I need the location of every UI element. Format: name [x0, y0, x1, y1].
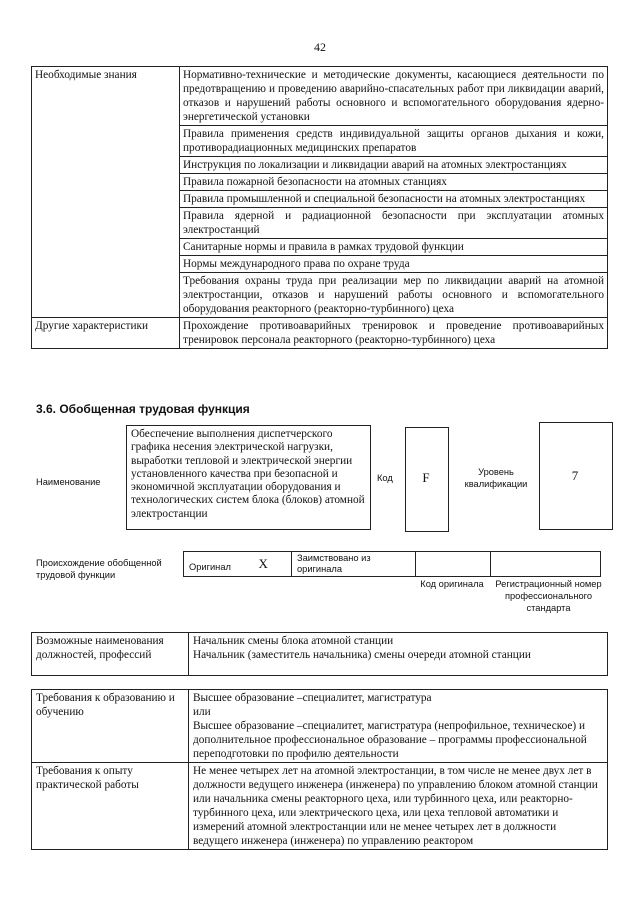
position-line: Начальник смены блока атомной станции — [193, 635, 394, 647]
origin-original-label: Оригинал — [184, 552, 254, 577]
position-line: Начальник (заместитель начальника) смены очереди атомной станции — [193, 649, 531, 661]
origin-borrowed-label: Заимствовано из оригинала — [292, 552, 416, 577]
gtf-level-label: Уровень квалификации — [464, 467, 528, 489]
needed-knowledge-label: Необходимые знания — [32, 67, 180, 318]
origin-table — [183, 551, 601, 577]
gtf-code-value: F — [422, 470, 430, 485]
knowledge-item: Правила ядерной и радиационной безопасности при эксплуатации атомных электростанций — [180, 208, 608, 239]
origin-code-caption: Код оригинала — [420, 579, 484, 589]
requirements-table — [31, 689, 608, 850]
knowledge-item: Инструкция по локализации и ликвидации аварий на атомных электростанциях — [180, 157, 608, 174]
knowledge-item: Правила пожарной безопасности на атомных станциях — [180, 174, 608, 191]
experience-label: Требования к опыту практической работы — [32, 763, 189, 850]
education-values — [189, 690, 608, 763]
gtf-code-label: Код — [377, 473, 393, 483]
other-characteristics-label: Другие характеристики — [32, 318, 180, 349]
origin-code-cell — [416, 552, 491, 577]
page-number: 42 — [314, 40, 326, 54]
origin-original-mark: X — [254, 552, 292, 577]
experience-value: Не менее четырех лет на атомной электростанции, в том числе не менее двух лет в должности ведущего инженера (инженера) по управлению блоком атомной станции или начальника смены реакторного цеха, или турбинного цеха, или реакторно-турбинного цеха, или электрического цеха, или цеха тепловой автоматики и измерений атомной электростанции или не менее четырех лет в должности ведущего инженера (инженера) по управлению реактором — [189, 763, 608, 850]
gtf-name-value: Обеспечение выполнения диспетчерского графика несения электрической нагрузки, выработки тепловой и электрической энергии установленного качества при безопасной и экономичной эксплуатации оборудования и технологических систем блока (блоков) атомной электростанции — [126, 425, 371, 530]
knowledge-item: Нормативно-технические и методические документы, касающиеся деятельности по предотвращению и проведению аварийно-спасательных работ при ликвидации аварий, отказов и нарушений работы основного и вспомогательного оборудования ядерно-энергетической установки — [180, 67, 608, 126]
gtf-level-value: 7 — [571, 468, 579, 483]
origin-label: Происхождение обобщенной трудовой функции — [36, 558, 162, 580]
knowledge-item: Санитарные нормы и правила в рамках трудовой функции — [180, 239, 608, 256]
knowledge-table — [31, 66, 608, 349]
positions-values — [189, 633, 608, 676]
origin-reg-caption: Регистрационный номер профессионального стандарта — [495, 579, 602, 613]
gtf-name-label: Наименование — [36, 477, 101, 487]
positions-table — [31, 632, 608, 676]
section-title: 3.6. Обобщенная трудовая функция — [36, 402, 250, 416]
knowledge-item: Требования охраны труда при реализации мер по ликвидации аварий на атомной электростанции, отказов и нарушений работы основного и вспомогательного оборудования реакторного (реакторно-турбинного) цеха — [180, 273, 608, 318]
other-characteristics-value: Прохождение противоаварийных тренировок и проведение противоаварийных тренировок персонала реакторного (реакторно-турбинного) цеха — [180, 318, 608, 349]
knowledge-item: Правила применения средств индивидуальной защиты органов дыхания и кожи, противорадиационных медицинских препаратов — [180, 126, 608, 157]
education-line: Высшее образование –специалитет, магистратура (непрофильное, техническое) и дополнительное профессиональное образование – программы профессиональной переподготовки по профилю деятельности — [193, 720, 587, 760]
education-line: Высшее образование –специалитет, магистратура — [193, 692, 432, 704]
knowledge-item: Нормы международного права по охране труда — [180, 256, 608, 273]
positions-label: Возможные наименования должностей, профессий — [32, 633, 189, 676]
origin-reg-cell — [491, 552, 601, 577]
education-line: или — [193, 706, 211, 718]
knowledge-item: Правила промышленной и специальной безопасности на атомных электростанциях — [180, 191, 608, 208]
education-label: Требования к образованию и обучению — [32, 690, 189, 763]
